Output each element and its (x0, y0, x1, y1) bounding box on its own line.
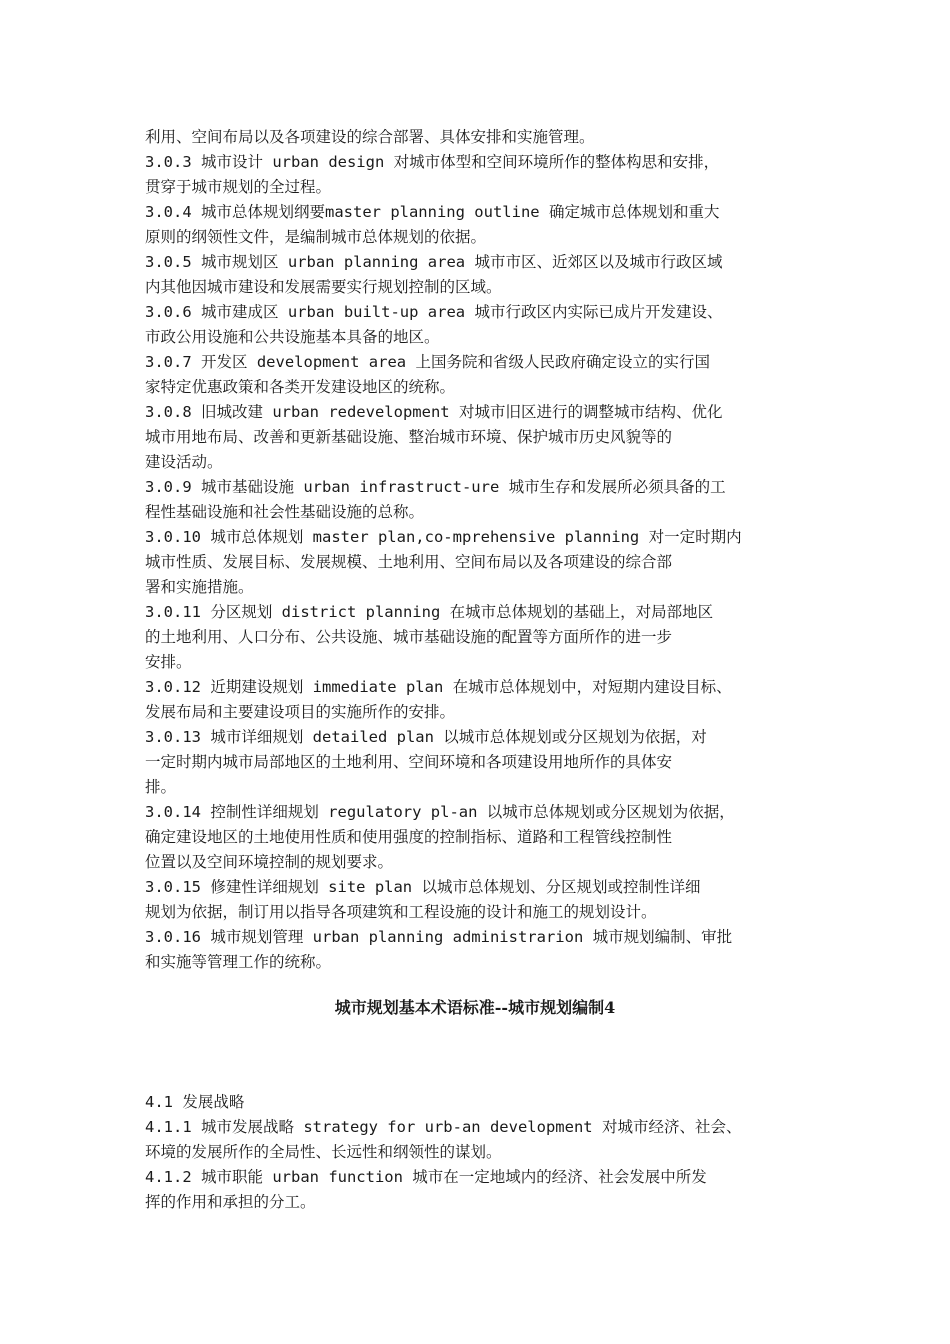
paragraph: 4.1 发展战略 (145, 1093, 245, 1111)
paragraph: 3.0.13 城市详细规划 detailed plan 以城市总体规划或分区规划为依据，对 一定时期内城市局部地区的土地利用、空间环境和各项建设用地所作的具体安 排。 (145, 728, 707, 796)
paragraph: 3.0.5 城市规划区 urban planning area 城市市区、近郊区以及城市行政区域 内其他因城市建设和发展需要实行规划控制的区域。 (145, 253, 723, 296)
body-text-bottom (145, 1090, 825, 1215)
paragraph: 3.0.14 控制性详细规划 regulatory pl-an 以城市总体规划或分区规划为依据， 确定建设地区的土地使用性质和使用强度的控制指标、道路和工程管线控制性 位置以及空间环境控制的规划要求。 (145, 803, 735, 871)
paragraph: 3.0.11 分区规划 district planning 在城市总体规划的基础上，对局部地区 的土地利用、人口分布、公共设施、城市基础设施的配置等方面所作的进一步 安排。 (145, 603, 714, 671)
paragraph: 4.1.1 城市发展战略 strategy for urb-an development 对城市经济、社会、 环境的发展所作的全局性、长远性和纲领性的谋划。 (145, 1118, 742, 1161)
paragraph: 3.0.4 城市总体规划纲要master planning outline 确定城市总体规划和重大 原则的纲领性文件，是编制城市总体规划的依据。 (145, 203, 720, 246)
paragraph: 3.0.3 城市设计 urban design 对城市体型和空间环境所作的整体构思和安排， 贯穿于城市规划的全过程。 (145, 153, 720, 196)
paragraph: 3.0.7 开发区 development area 上国务院和省级人民政府确定设立的实行国 家特定优惠政策和各类开发建设地区的统称。 (145, 353, 710, 396)
paragraph: 4.1.2 城市职能 urban function 城市在一定地域内的经济、社会发展中所发 挥的作用和承担的分工。 (145, 1168, 707, 1211)
paragraph: 3.0.9 城市基础设施 urban infrastruct-ure 城市生存和发展所必须具备的工 程性基础设施和社会性基础设施的总称。 (145, 478, 726, 521)
section-heading: 城市规划基本术语标准--城市规划编制4 (334, 998, 616, 1017)
paragraph: 3.0.6 城市建成区 urban built-up area 城市行政区内实际已成片开发建设、 市政公用设施和公共设施基本具备的地区。 (145, 303, 723, 346)
paragraph: 利用、空间布局以及各项建设的综合部署、具体安排和实施管理。 (145, 128, 595, 146)
body-text-top (145, 125, 825, 975)
paragraph: 3.0.8 旧城改建 urban redevelopment 对城市旧区进行的调整城市结构、优化 城市用地布局、改善和更新基础设施、整治城市环境、保护城市历史风貌等的 建设活动。 (145, 403, 723, 471)
paragraph: 3.0.15 修建性详细规划 site plan 以城市总体规划、分区规划或控制性详细 规划为依据，制订用以指导各项建筑和工程设施的设计和施工的规划设计。 (145, 878, 701, 921)
paragraph: 3.0.16 城市规划管理 urban planning administrarion 城市规划编制、审批 和实施等管理工作的统称。 (145, 928, 733, 971)
paragraph: 3.0.12 近期建设规划 immediate plan 在城市总体规划中，对短期内建设目标、 发展布局和主要建设项目的实施所作的安排。 (145, 678, 732, 721)
paragraph: 3.0.10 城市总体规划 master plan,co-mprehensive planning 对一定时期内 城市性质、发展目标、发展规模、土地利用、空间布局以及各项建设的综合部 署和实施措施。 (145, 528, 742, 596)
